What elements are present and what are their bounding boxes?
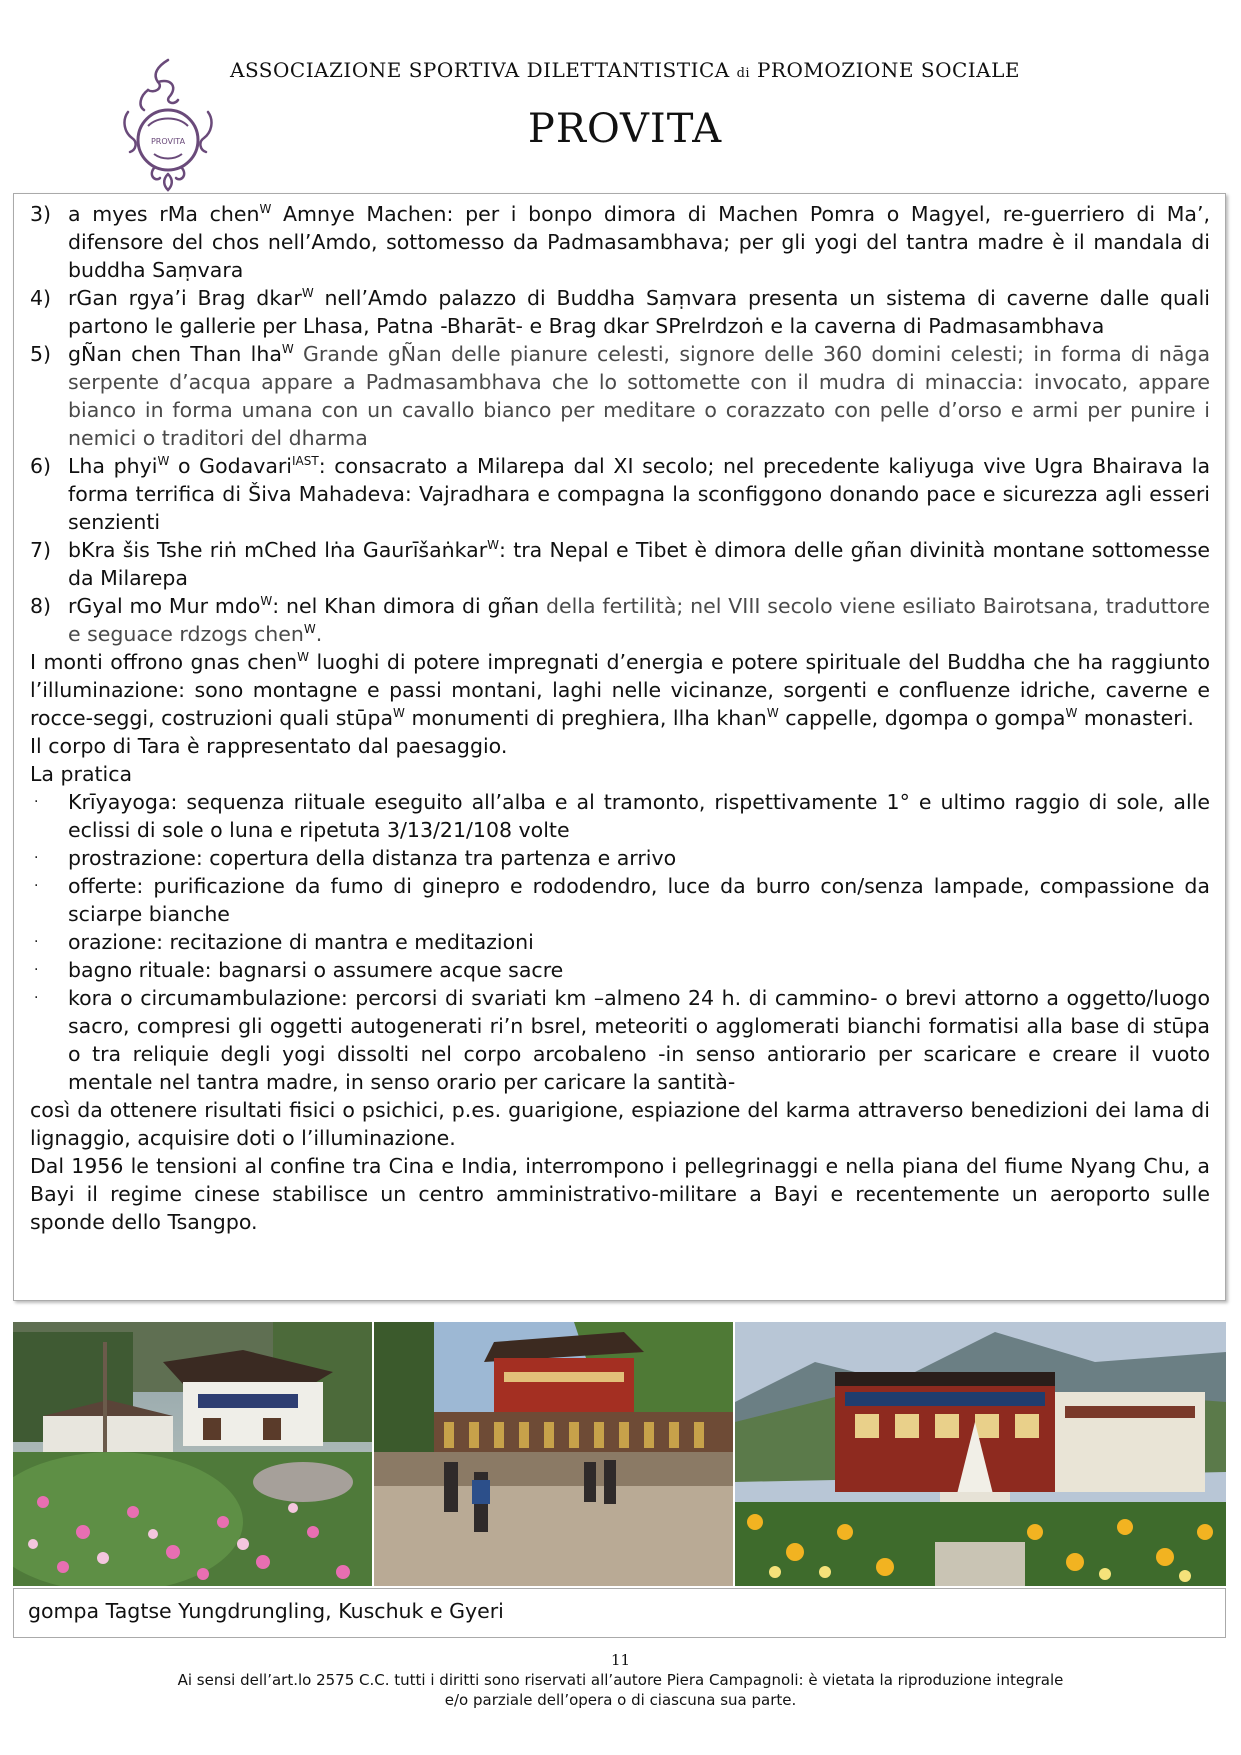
text-run: cappelle, dgompa o gompa <box>778 706 1066 730</box>
photo-kuschuk <box>374 1322 733 1586</box>
paragraph-tara: Il corpo di Tara è rappresentato dal paesaggio. <box>30 734 508 758</box>
bullet-icon: · <box>34 990 39 1006</box>
practice-item-text: kora o circumambulazione: percorsi di svariati km –almeno 24 h. di cammino- o brevi attorno a oggetto/luogo sacro, compresi gli oggetti autogenerati ri’n bsrel, meteoriti o agglomerati bianchi formatisi alla base di stūpa o tra reliquie degli yogi dissolti nel corpo arcobaleno -in senso antiorario per scaricare e creare il vuoto mentale nel tantra madre, in senso orario per caricare la santità- <box>68 986 1210 1094</box>
bullet-icon: · <box>34 878 39 894</box>
copyright-line-2: e/o parziale dell’opera o di ciascuna sua parte. <box>444 1691 797 1709</box>
item-number: 3) <box>30 202 52 226</box>
page-header <box>0 0 1241 200</box>
practice-item <box>30 844 1210 872</box>
item-number: 8) <box>30 594 52 618</box>
text-run: Lha phyi <box>68 454 158 478</box>
paragraph-1956: Dal 1956 le tensioni al confine tra Cina e India, interrompono i pellegrinaggi e nella piana del fiume Nyang Chu, a Bayi il regime cinese stabilisce un centro amministrativo-militare a Bayi e recentemente un aeroporto sulle sponde dello Tsangpo. <box>30 1154 1210 1234</box>
paragraph-gnas-chen <box>30 648 1210 732</box>
bullet-icon: · <box>34 794 39 810</box>
numbered-item <box>30 340 1210 452</box>
practice-item-text: offerte: purificazione da fumo di ginepro e rododendro, luce da burro con/senza lampade, compassione da sciarpe bianche <box>68 874 1210 926</box>
copyright-line-1: Ai sensi dell’art.lo 2575 C.C. tutti i diritti sono riservati all’autore Piera Campagnoli: è vietata la riproduzione integrale <box>177 1671 1064 1689</box>
practice-item <box>30 956 1210 984</box>
text-run: Amnye Machen: per i bonpo dimora di Machen Pomra o Magyel, re-guerriero di Ma’, difensore del chos nell’Amdo, sottomesso da Padmasambhava; per gli yogi del tantra madre è il mandala di buddha Saṃvara <box>68 202 1211 282</box>
item-number: 4) <box>30 286 52 310</box>
practice-item <box>30 984 1210 1096</box>
practice-item-text: orazione: recitazione di mantra e meditazioni <box>68 930 534 954</box>
text-run: gÑan chen Than lha <box>68 342 282 366</box>
text-run: a myes rMa chen <box>68 202 260 226</box>
text-run-grey: Grande gÑan delle pianure celesti, signore delle 360 domini celesti; in forma di nāga serpente d’acqua appare a Padmasambhava che lo sottomette con il mudra di minaccia: invocato, appare bianco in forma umana con un cavallo bianco per meditare o corazzato con pelle d’orso e armi per punire i nemici o traditori del dharma <box>68 342 1211 450</box>
superscript: W <box>301 286 314 301</box>
superscript: W <box>157 454 170 469</box>
numbered-item <box>30 200 1210 284</box>
superscript: W <box>281 342 294 357</box>
text-run: monumenti di preghiera, llha khan <box>404 706 767 730</box>
numbered-item <box>30 536 1210 592</box>
numbered-item <box>30 284 1210 340</box>
practice-item-text: prostrazione: copertura della distanza tra partenza e arrivo <box>68 846 677 870</box>
superscript: W <box>393 706 405 721</box>
bullet-icon: · <box>34 850 39 866</box>
text-run: nell’Amdo palazzo di Buddha Saṃvara presenta un sistema di caverne dalle quali partono le gallerie per Lhasa, Patna -Bharāt- e Brag dkar SPrelrdzoṅ e la caverna di Padmasambhava <box>68 286 1210 338</box>
item-number: 7) <box>30 538 52 562</box>
photo-tagtse-yungdrungling <box>13 1322 372 1586</box>
superscript: W <box>487 538 500 553</box>
text-run: rGyal mo Mur mdo <box>68 594 261 618</box>
text-run: I monti offrono gnas chen <box>30 650 298 674</box>
superscript: W <box>303 622 316 637</box>
superscript: IAST <box>292 454 319 469</box>
organization-name: ASSOCIAZIONE SPORTIVA DILETTANTISTICA di PROMOZIONE SOCIALE <box>230 58 1020 82</box>
text-run: : nel Khan dimora di gñan <box>272 594 546 618</box>
text-run-grey: della fertilità; nel VIII secolo viene esiliato Bairotsana, traduttore e seguace rdzogs chen <box>68 594 1210 646</box>
superscript: W <box>260 594 273 609</box>
item-number: 6) <box>30 454 52 478</box>
practice-list <box>30 788 1210 1096</box>
numbered-list <box>30 200 1210 648</box>
numbered-item <box>30 592 1210 648</box>
practice-item-text: Krīyayoga: sequenza riituale eseguito all’alba e al tramonto, rispettivamente 1° e ultimo raggio di sole, alle eclissi di sole o luna e ripetuta 3/13/21/108 volte <box>68 790 1210 842</box>
text-run: monasteri. <box>1077 706 1194 730</box>
text-run: rGan rgya’i Brag dkar <box>68 286 302 310</box>
logo-text: PROVITA <box>150 137 186 146</box>
text-run: : tra Nepal e Tibet è dimora delle gñan divinità montane sottomesse da Milarepa <box>68 538 1210 590</box>
practice-item <box>30 928 1210 956</box>
bullet-icon: · <box>34 934 39 950</box>
page-number: 11 <box>610 1651 631 1669</box>
caption-box <box>13 1588 1226 1638</box>
heading-la-pratica: La pratica <box>30 762 133 786</box>
text-run-grey: . <box>315 622 323 646</box>
bullet-icon: · <box>34 962 39 978</box>
text-run: luoghi di potere impregnati d’energia e potere spirituale del Buddha che ha raggiunto l’illuminazione: sono montagne e passi montani, laghi nelle vicinanze, sorgenti e confluenze idriche, caverne e rocce-seggi, costruzioni quali stūpa <box>30 650 1210 730</box>
photo-gyeri <box>735 1322 1226 1586</box>
practice-item-text: bagno rituale: bagnarsi o assumere acque sacre <box>68 958 564 982</box>
text-run: o Godavari <box>169 454 293 478</box>
photo-strip <box>13 1322 1226 1586</box>
superscript: W <box>1065 706 1078 721</box>
superscript: W <box>766 706 779 721</box>
numbered-item <box>30 452 1210 536</box>
practice-item <box>30 788 1210 844</box>
main-text-box <box>13 193 1226 1301</box>
text-run: : consacrato a Milarepa dal XI secolo; nel precedente kaliyuga vive Ugra Bhairava la forma terrifica di Šiva Mahadeva: Vajradhara e compagna la sconfiggono donando pace e sicurezza agli esseri senzienti <box>68 454 1211 534</box>
text-run: bKra šis Tshe riṅ mChed lṅa Gaurīšaṅkar <box>68 538 488 562</box>
paragraph-risultati: così da ottenere risultati fisici o psichici, p.es. guarigione, espiazione del karma attraverso benedizioni dei lama di lignaggio, acquisire doti o l’illuminazione. <box>30 1098 1210 1150</box>
practice-item <box>30 872 1210 928</box>
page-footer <box>0 1650 1241 1710</box>
brand-title: PROVITA <box>527 106 723 152</box>
main-text <box>30 200 1210 1236</box>
item-number: 5) <box>30 342 52 366</box>
photo-caption: gompa Tagtse Yungdrungling, Kuschuk e Gyeri <box>28 1599 504 1623</box>
superscript: W <box>297 650 309 665</box>
superscript: W <box>259 202 272 217</box>
